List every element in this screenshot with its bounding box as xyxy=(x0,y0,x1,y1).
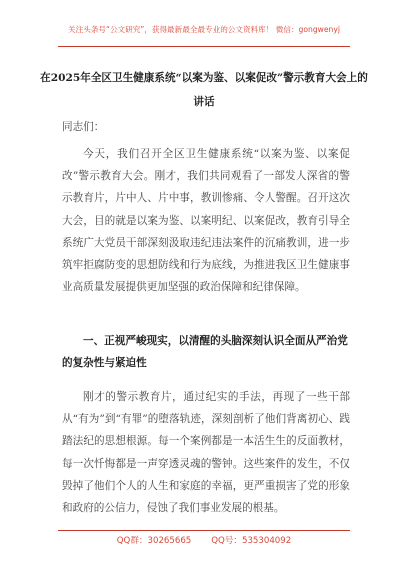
footer xyxy=(0,534,408,546)
footer-qq-number: QQ号：535304092 xyxy=(211,536,292,546)
header-banner: 关注头条号“公文研究”，获得最新最全最专业的公文资料库！ 微信：gongwenyj xyxy=(68,25,340,34)
document-title: 在2025年全区卫生健康系统“以案为鉴、以案促改”警示教育大会上的讲话 xyxy=(40,72,368,108)
footer-qq-group: QQ群：30265665 xyxy=(116,536,192,546)
body-paragraph: 刚才的警示教育片，通过纪实的手法，再现了一些干部从“有为”到“有罪”的堕落轨迹，深刻剖析了他们背离初心、践踏法纪的思想根源。每一个案例都是一本活生生的反面教材，每一次忏悔都是一声穿透灵魂的警钟。这些案件的发生，不仅毁掉了他们个人的人生和家庭的幸福，更严重损害了党的形象和政府的公信力，侵蚀了我们事业发展的根基。 xyxy=(62,391,350,515)
salutation: 同志们： xyxy=(62,121,105,133)
body-paragraph: 今天，我们召开全区卫生健康系统“以案为鉴、以案促改”警示教育大会。刚才，我们共同观看了一部发人深省的警示教育片，片中人、片中事，教训惨痛、令人警醒。召开这次大会，目的就是以案为鉴、以案明纪、以案促改，教育引导全系统广大党员干部深刻汲取违纪违法案件的沉痛教训，进一步筑牢拒腐防变的思想防线和行为底线，为推进我区卫生健康事业高质量发展提供更加坚强的政治保障和纪律保障。 xyxy=(62,148,350,294)
header-divider xyxy=(58,46,350,47)
footer-divider xyxy=(58,530,350,531)
section-heading: 一、正视严峻现实，以清醒的头脑深刻认识全面从严治党的复杂性与紧迫性 xyxy=(62,335,348,370)
